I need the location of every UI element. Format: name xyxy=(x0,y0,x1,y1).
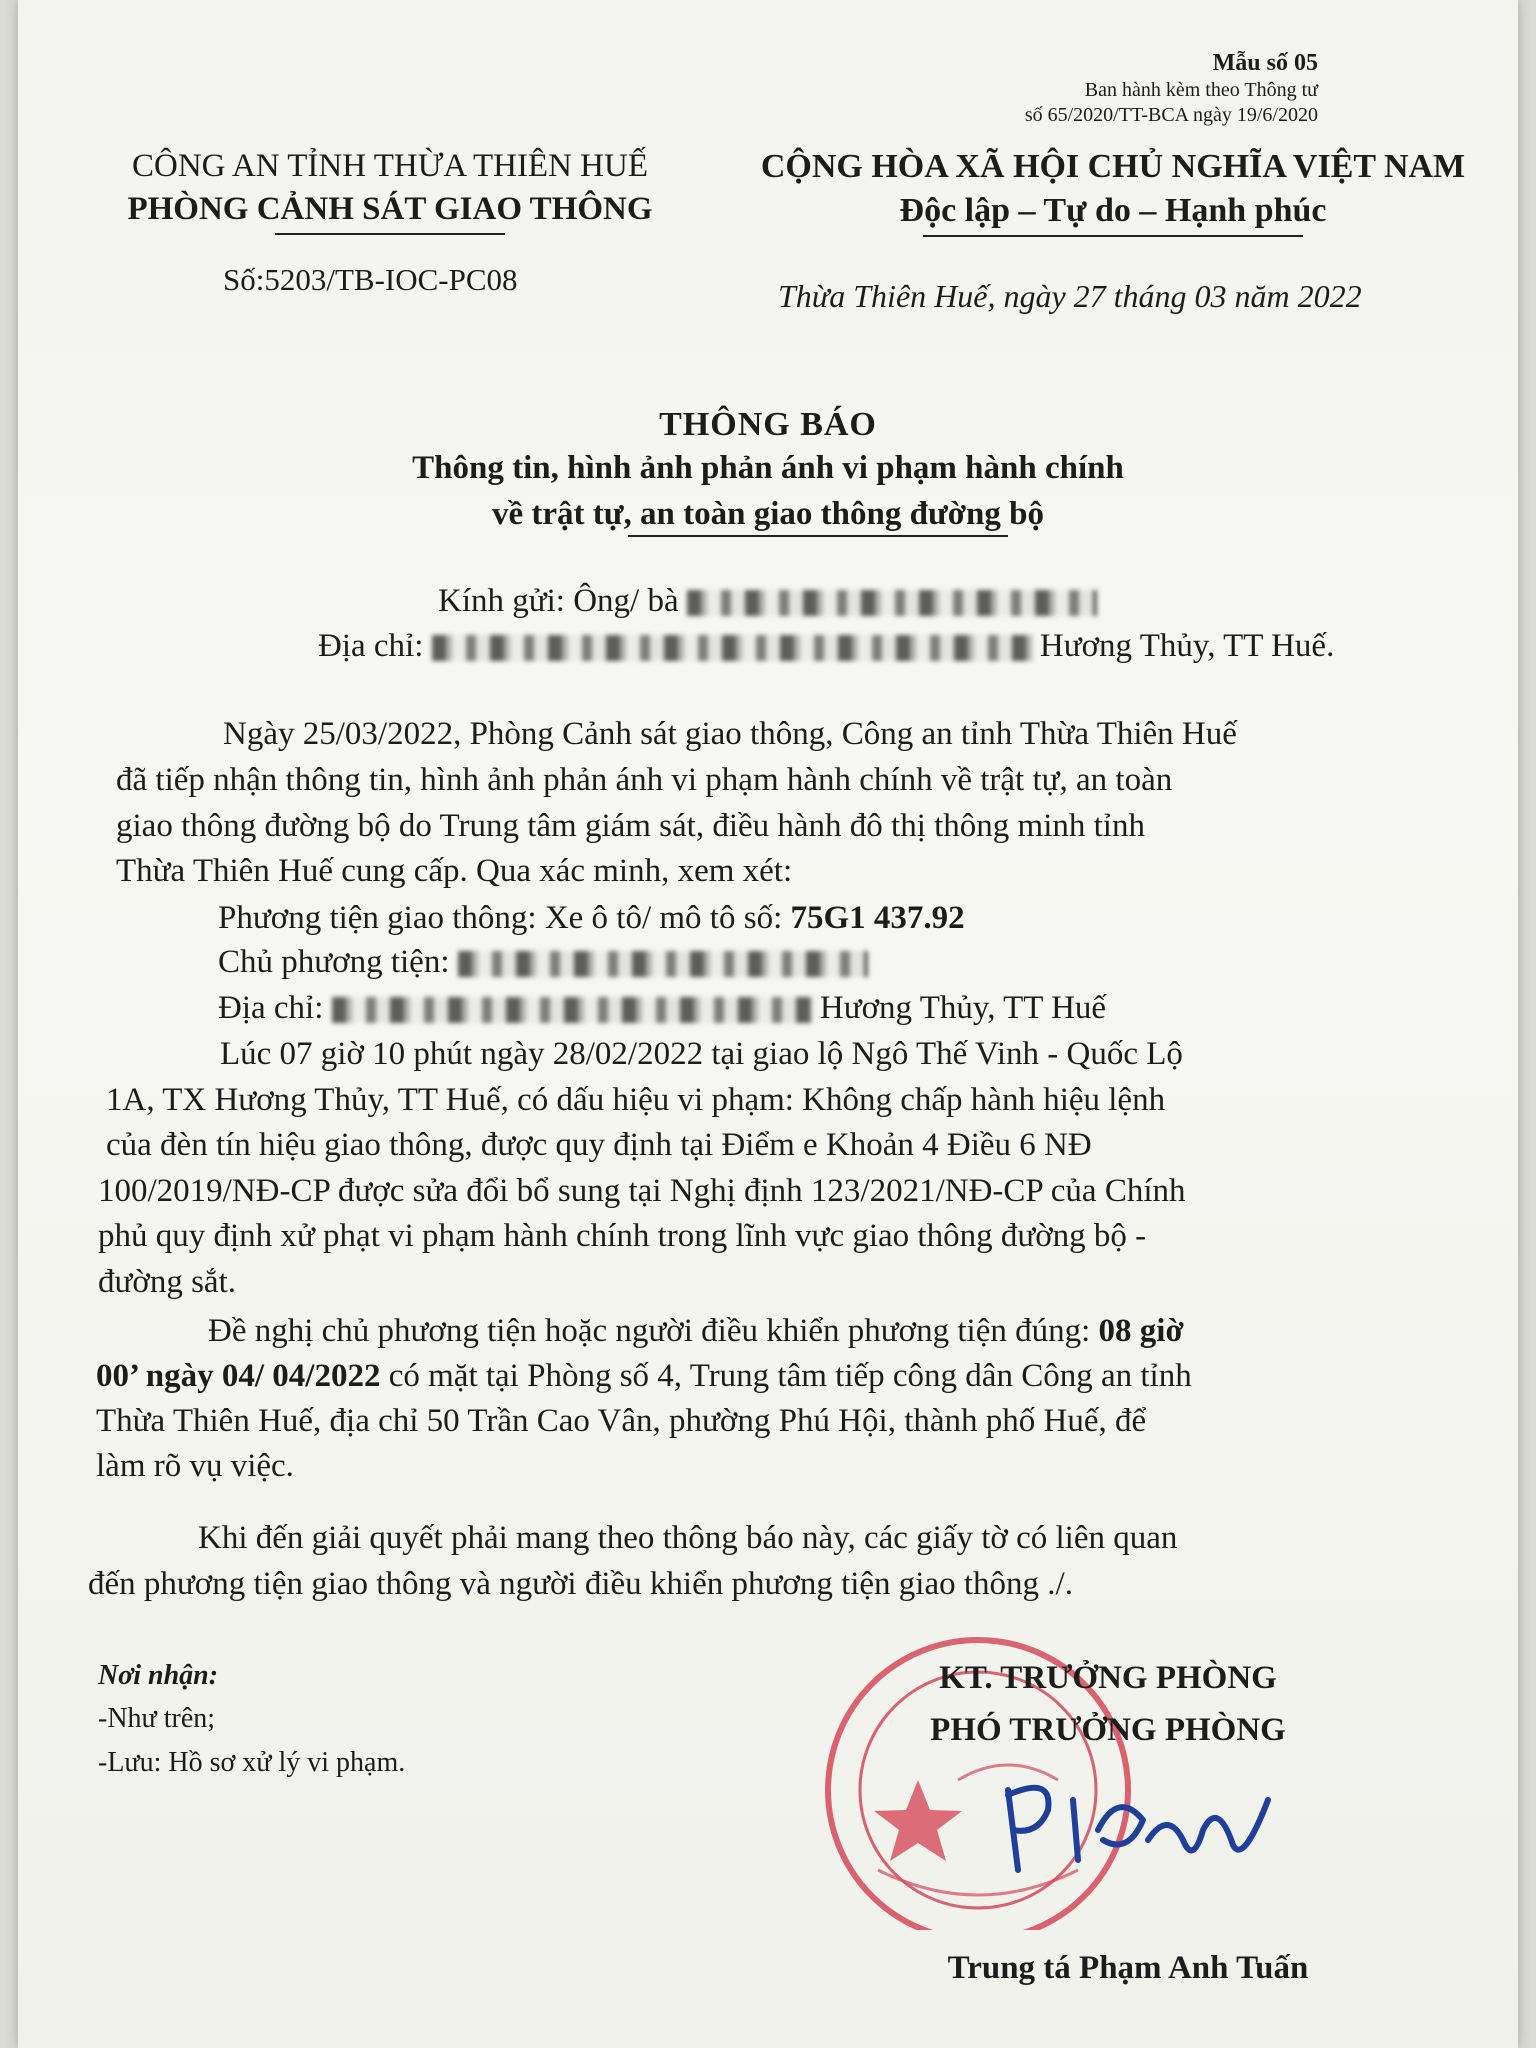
signature-title-1: KT. TRƯỞNG PHÒNG xyxy=(939,1660,1277,1696)
body-line: của đèn tín hiệu giao thông, được quy định tại Điểm e Khoản 4 Điều 6 NĐ xyxy=(106,1127,1092,1163)
agency-header xyxy=(90,145,690,235)
notice-title: THÔNG BÁO xyxy=(659,406,877,443)
body-line: Thừa Thiên Huế, địa chỉ 50 Trần Cao Vân, phường Phú Hội, thành phố Huế, để xyxy=(96,1403,1147,1439)
motto-underline xyxy=(923,235,1303,237)
agency-line1: CÔNG AN TỈNH THỪA THIÊN HUẾ xyxy=(131,148,648,184)
recipient-item: -Lưu: Hồ sơ xử lý vi phạm. xyxy=(98,1746,406,1778)
greeting-text: Kính gửi: Ông/ bà xyxy=(438,583,679,619)
form-circular: số 65/2020/TT-BCA ngày 19/6/2020 xyxy=(1024,104,1318,126)
form-issued-with: Ban hành kèm theo Thông tư xyxy=(1084,79,1318,101)
body-line: đến phương tiện giao thông và người điều khiển phương tiện giao thông ./. xyxy=(88,1566,1073,1602)
body-line: Ngày 25/03/2022, Phòng Cảnh sát giao thông, Công an tỉnh Thừa Thiên Huế xyxy=(223,716,1237,752)
redacted-owner-address xyxy=(332,997,812,1023)
owner-address-tail: Hương Thủy, TT Huế xyxy=(819,990,1107,1026)
agency-underline xyxy=(275,233,505,235)
handwritten-signature xyxy=(978,1770,1298,1890)
nation-motto: Độc lập – Tự do – Hạnh phúc xyxy=(899,192,1327,230)
body-line: đã tiếp nhận thông tin, hình ảnh phản ánh vi phạm hành chính về trật tự, an toàn xyxy=(116,762,1173,798)
vehicle-label: Phương tiện giao thông: Xe ô tô/ mô tô số: xyxy=(218,900,783,936)
place-date: Thừa Thiên Huế, ngày 27 tháng 03 năm 2022 xyxy=(778,278,1362,314)
recipient-item: -Như trên; xyxy=(98,1703,216,1735)
appointment-place: có mặt tại Phòng số 4, Trung tâm tiếp công dân Công an tỉnh xyxy=(388,1358,1192,1394)
body-line: Khi đến giải quyết phải mang theo thông báo này, các giấy tờ có liên quan xyxy=(198,1520,1178,1556)
notice-subtitle-2 xyxy=(18,496,1518,537)
owner-line xyxy=(218,946,868,979)
document-page xyxy=(18,0,1518,2048)
redacted-owner xyxy=(458,951,868,977)
body-line: 1A, TX Hương Thủy, TT Huế, có dấu hiệu vi phạm: Không chấp hành hiệu lệnh xyxy=(106,1082,1166,1118)
agency-line2: PHÒNG CẢNH SÁT GIAO THÔNG xyxy=(127,190,653,227)
signature-title-2: PHÓ TRƯỞNG PHÒNG xyxy=(930,1712,1286,1748)
body-line: đường sắt. xyxy=(98,1264,236,1300)
license-plate: 75G1 437.92 xyxy=(790,900,965,936)
owner-address-label: Địa chỉ: xyxy=(218,990,324,1026)
nation-line1: CỘNG HÒA XÃ HỘI CHỦ NGHĨA VIỆT NAM xyxy=(760,148,1466,185)
request-text: Đề nghị chủ phương tiện hoặc người điều khiển phương tiện đúng: xyxy=(208,1313,1091,1349)
form-reference xyxy=(1025,48,1318,128)
appointment-date: 00’ ngày 04/ 04/2022 xyxy=(96,1358,381,1394)
notice-subtitle-2-text: về trật tự, an toàn giao thông đường bộ xyxy=(491,496,1044,532)
body-line: giao thông đường bộ do Trung tâm giám sát, điều hành đô thị thông minh tỉnh xyxy=(116,808,1145,844)
body-line: Thừa Thiên Huế cung cấp. Qua xác minh, xem xét: xyxy=(116,853,793,889)
recipient-greeting xyxy=(438,585,1097,618)
subtitle-underline xyxy=(628,535,1008,537)
body-line xyxy=(96,1360,1192,1393)
address-tail: Hương Thủy, TT Huế. xyxy=(1039,628,1335,664)
body-line: 100/2019/NĐ-CP được sửa đổi bổ sung tại Nghị định 123/2021/NĐ-CP của Chính xyxy=(98,1173,1186,1209)
owner-address-line xyxy=(218,992,1106,1025)
body-line: phủ quy định xử phạt vi phạm hành chính trong lĩnh vực giao thông đường bộ - xyxy=(98,1218,1147,1254)
document-number: Số:5203/TB-IOC-PC08 xyxy=(223,262,518,297)
address-label: Địa chỉ: xyxy=(318,628,424,664)
body-line: Lúc 07 giờ 10 phút ngày 28/02/2022 tại giao lộ Ngô Thế Vinh - Quốc Lộ xyxy=(220,1036,1183,1072)
recipients-list xyxy=(98,1654,405,1784)
recipient-address xyxy=(318,630,1334,663)
body-line: làm rõ vụ việc. xyxy=(96,1448,294,1484)
owner-label: Chủ phương tiện: xyxy=(218,944,450,980)
recipients-heading: Nơi nhận: xyxy=(98,1660,219,1691)
form-number: Mẫu số 05 xyxy=(1212,50,1318,76)
vehicle-line xyxy=(218,902,965,935)
nation-header xyxy=(718,145,1508,237)
redacted-name xyxy=(687,590,1097,616)
notice-subtitle-1: Thông tin, hình ảnh phản ánh vi phạm hành chính xyxy=(412,450,1124,486)
appointment-hour: 08 giờ xyxy=(1098,1313,1184,1349)
signer-name: Trung tá Phạm Anh Tuấn xyxy=(947,1950,1309,1986)
redacted-address xyxy=(432,635,1032,661)
body-line xyxy=(208,1315,1184,1348)
